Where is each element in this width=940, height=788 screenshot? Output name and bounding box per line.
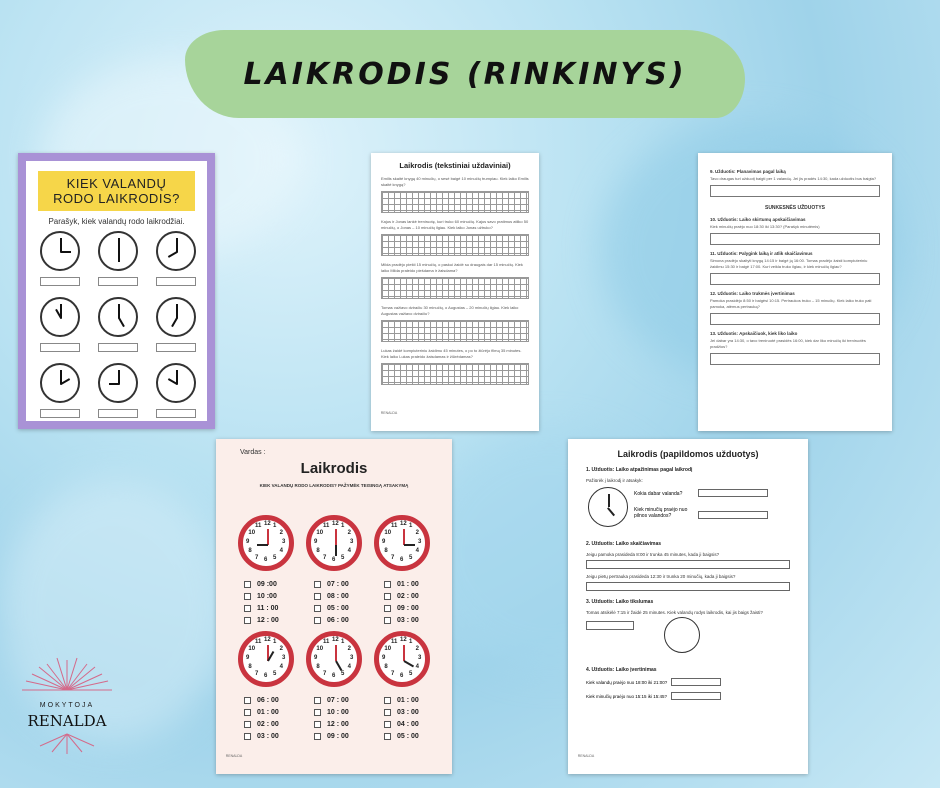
answer-option[interactable] (244, 709, 279, 716)
task-text: Simona pradėjo skaityti knygą 14:15 ir baigė ją 16:00. Tomas pradėjo žaisti kompiuteriniu žaidimu 15:30 ir baigė 17:00. Kuri veikla truko ilgiau, ir kiek minučių ilgiau? (710, 258, 868, 269)
answer-option[interactable] (244, 733, 279, 740)
brand-subtitle: MOKYTOJA (39, 702, 95, 709)
worksheet-text-problems (371, 153, 539, 431)
clock-icon (40, 363, 80, 403)
task-text: Pažiūrėk į laikrodį ir atsakyk: (586, 478, 643, 483)
checkbox[interactable] (384, 733, 391, 740)
option-label: 03 : 00 (257, 733, 279, 740)
answer-option[interactable] (244, 617, 279, 624)
small-logo-icon: RENALDA (380, 411, 398, 415)
clock-icon (40, 297, 80, 337)
work-grid (381, 191, 529, 213)
task-text: Jeigu pietų pertrauka prasideda 12:30 ir trunka 20 minučių, kada ji baigsis? (586, 574, 736, 579)
checkbox[interactable] (244, 581, 251, 588)
work-grid (381, 277, 529, 299)
clock-icon: 12 1 2 3 4 5 6 7 8 9 10 11 (306, 631, 362, 687)
answer-box (156, 409, 196, 418)
title-line: KIEK VALANDŲ (66, 176, 167, 191)
answer-box (98, 343, 138, 352)
task-title: 9. Užduotis: Planavimas pagal laiką (710, 169, 786, 174)
option-label: 10 :00 (257, 593, 277, 600)
option-label: 05 : 00 (327, 605, 349, 612)
task-title: 4. Užduotis: Laiko įvertinimas (586, 667, 657, 673)
answer-box (98, 409, 138, 418)
work-grid (381, 320, 529, 342)
answer-option[interactable] (314, 697, 349, 704)
answer-box (156, 277, 196, 286)
clock-icon: 12 1 2 3 4 5 6 7 8 9 10 11 (238, 631, 294, 687)
answer-option[interactable] (244, 581, 277, 588)
small-logo-icon: RENALDA (577, 754, 595, 758)
checkbox[interactable] (314, 709, 321, 716)
answer-option[interactable] (384, 697, 419, 704)
problem-text: Lukas žaidė kompiuteriniu žaidimu 45 minutes, o po to žiūrėjo filmą 35 minutes. Kiek laiko Lukas praleido žaisdamas ir žiūrėdamas? (381, 348, 522, 359)
worksheet-title: Laikrodis (300, 460, 368, 477)
task-text: Kiek minučių praėjo nuo 15:15 iki 15:45? (586, 693, 668, 699)
worksheet-title (38, 171, 195, 211)
worksheet-subtitle: Parašyk, kiek valandų rodo laikrodžiai. (48, 217, 185, 226)
option-label: 09 : 00 (397, 605, 419, 612)
brand-logo (12, 650, 122, 760)
clock-icon (156, 297, 196, 337)
answer-box (156, 343, 196, 352)
answer-option[interactable] (384, 605, 419, 612)
option-label: 04 : 00 (397, 721, 419, 728)
task-text: Kiek valandų praėjo nuo 18:00 iki 21:00? (586, 679, 668, 685)
checkbox[interactable] (244, 733, 251, 740)
option-label: 02 : 00 (257, 721, 279, 728)
option-label: 12 : 00 (257, 617, 279, 624)
answer-option[interactable] (244, 605, 278, 612)
answer-box (710, 185, 880, 197)
task-text: Jeigu pamoka prasideda 8:00 ir trunka 45 minutes, kada ji baigsis? (586, 552, 720, 557)
answer-box (40, 343, 80, 352)
worksheet-clock-reading (18, 153, 215, 429)
title-line: RODO LAIKRODIS? (53, 191, 180, 206)
checkbox[interactable] (314, 697, 321, 704)
checkbox[interactable] (384, 617, 391, 624)
answer-option[interactable] (314, 605, 349, 612)
checkbox[interactable] (314, 733, 321, 740)
problem-text: Tomas važiavo dviračiu 30 minučių, o Augustas – 20 minučių ilgiau. Kiek laiko Augustas važiavo dviračiu? (381, 305, 519, 316)
problem-text: Emilis skaitė knygą 40 minučių, o sesė baigė 10 minučių trumpiau. Kiek laiko Emilis skaitė knygą? (381, 176, 529, 187)
answer-box (698, 511, 768, 519)
answer-option[interactable] (314, 733, 349, 740)
answer-option[interactable] (384, 617, 419, 624)
task-title: 11. Užduotis: Palygink laiką ir atlik skaičiavimus (710, 251, 813, 256)
answer-box (586, 582, 790, 591)
answer-option[interactable] (314, 617, 349, 624)
task-text: Kiek minučių praėjo nuo 18:30 iki 13:30? (Parašyk minutėmis) (710, 224, 820, 229)
option-label: 06 : 00 (257, 697, 279, 704)
answer-option[interactable] (314, 709, 349, 716)
worksheet-harder-tasks (698, 153, 892, 431)
answer-option[interactable] (314, 593, 349, 600)
checkbox[interactable] (244, 605, 251, 612)
checkbox[interactable] (244, 721, 251, 728)
small-logo-icon: RENALDA (225, 754, 243, 758)
question-text: Kokia dabar valanda? (634, 491, 683, 497)
task-title: 12. Užduotis: Laiko trukmės įvertinimas (710, 291, 795, 296)
worksheet-title: Laikrodis (papildomos užduotys) (617, 449, 759, 459)
answer-option[interactable] (384, 581, 419, 588)
option-label: 11 : 00 (257, 605, 279, 612)
answer-box (671, 678, 721, 686)
worksheet-subtitle: KIEK VALANDŲ RODO LAIKRODIS? PAŽYMĖK TEISINGĄ ATSAKYMĄ (259, 483, 409, 488)
worksheet-multiple-choice (216, 439, 452, 774)
checkbox[interactable] (384, 709, 391, 716)
checkbox[interactable] (244, 617, 251, 624)
option-label: 10 : 00 (327, 709, 349, 716)
option-label: 03 : 00 (397, 709, 419, 716)
worksheet-extra-tasks (568, 439, 808, 774)
option-label: 01 : 00 (397, 697, 419, 704)
answer-option[interactable] (314, 581, 349, 588)
answer-box (710, 353, 880, 365)
checkbox[interactable] (244, 593, 251, 600)
checkbox[interactable] (244, 697, 251, 704)
problem-text: Kajus ir Jonas lankė treniruotę, kuri truko 60 minučių. Kajus savo pratimus atliko 50 minučių, o Jonas – 10 minučių ilgiau. Kiek laiko Jonas užtruko? (381, 219, 529, 230)
answer-option[interactable] (384, 709, 419, 716)
checkbox[interactable] (244, 709, 251, 716)
task-text: Jei dabar yra 14:30, o tavo treniruotė prasidės 16:00, kiek dar liko minučių iki treniruotės pradžios? (710, 338, 866, 349)
answer-box (671, 692, 721, 700)
checkbox[interactable] (384, 581, 391, 588)
answer-box (586, 621, 634, 630)
clock-icon (98, 231, 138, 271)
task-text: Tomas atsikėlė 7:15 ir žaidė 25 minutes. Kiek valandų rodys laikrodis, kai jis baigs žaisti? (586, 610, 763, 615)
clock-icon: 12 1 2 3 4 5 6 7 8 9 10 11 (374, 631, 430, 687)
answer-option[interactable] (244, 593, 277, 600)
answer-box (698, 489, 768, 497)
task-title: 13. Užduotis: Apskaičiuok, kiek liko laiko (710, 331, 798, 336)
task4-row (586, 692, 790, 700)
page-title: LAIKRODIS (RINKINYS) (243, 56, 687, 92)
option-label: 02 : 00 (397, 593, 419, 600)
problem-list (381, 176, 529, 385)
clock-icon (156, 363, 196, 403)
task4-row (586, 678, 790, 686)
answer-box (40, 277, 80, 286)
task-title: 3. Užduotis: Laiko tikslumas (586, 599, 654, 605)
clock-icon: 12 1 2 3 4 5 6 7 8 9 10 11 (238, 515, 294, 571)
answer-box (98, 277, 138, 286)
clock-icon (98, 297, 138, 337)
answer-option[interactable] (244, 721, 279, 728)
clock-icon (588, 487, 628, 527)
task-text: Tavo draugas turi užduotį baigti per 1 valandą. Jei jis pradės 14:30, kada užduotis bus baigta? (710, 176, 877, 181)
checkbox[interactable] (384, 721, 391, 728)
clock-icon (156, 231, 196, 271)
option-label: 07 : 00 (327, 581, 349, 588)
work-grid (381, 363, 529, 385)
checkbox[interactable] (384, 593, 391, 600)
answer-option[interactable] (314, 721, 349, 728)
question-text: Kiek minučių praėjo nuo pilnos valandos? (634, 507, 688, 519)
option-label: 03 : 00 (397, 617, 419, 624)
checkbox[interactable] (314, 593, 321, 600)
answer-box (710, 233, 880, 245)
task3-row (586, 615, 790, 659)
option-label: 12 : 00 (327, 721, 349, 728)
clock-icon (98, 363, 138, 403)
section-title: SUNKESNĖS UŽDUOTYS (764, 205, 825, 211)
answer-option[interactable] (384, 733, 419, 740)
clock-icon (664, 617, 700, 653)
option-label: 01 : 00 (397, 581, 419, 588)
work-grid (381, 234, 529, 256)
answer-box (710, 273, 880, 285)
answer-option[interactable] (384, 593, 419, 600)
checkbox[interactable] (384, 697, 391, 704)
option-label: 06 : 00 (327, 617, 349, 624)
option-label: 09 :00 (257, 581, 277, 588)
title-banner (185, 30, 745, 118)
option-label: 07 : 00 (327, 697, 349, 704)
option-label: 01 : 00 (257, 709, 279, 716)
task-text: Pamoka prasidėjo 8:50 ir baigėsi 10:15. Pertraukos truko – 15 minučių. Kiek laiko truko pati pamoka, atėmus pertrauką? (710, 298, 872, 309)
clock-icon: 12 1 2 3 4 5 6 7 8 9 10 11 (374, 515, 430, 571)
answer-box (586, 560, 790, 569)
option-label: 08 : 00 (327, 593, 349, 600)
answer-box (40, 409, 80, 418)
answer-option[interactable] (244, 697, 279, 704)
problem-text: Milda pradėjo piešti 15 minučių, o paskui žaidė su draugais dar 15 minučių. Kiek laiko Milda praleido piešdama ir žaisdama? (381, 262, 523, 273)
task-title: 10. Užduotis: Laiko skirtumų apskaičiavimas (710, 217, 806, 222)
option-label: 09 : 00 (327, 733, 349, 740)
option-label: 05 : 00 (397, 733, 419, 740)
answer-option[interactable] (384, 721, 419, 728)
checkbox[interactable] (314, 617, 321, 624)
checkbox[interactable] (314, 581, 321, 588)
clock-icon: 12 1 2 3 4 5 6 7 8 9 10 11 (306, 515, 362, 571)
name-label: Vardas : (240, 449, 266, 456)
task-title: 1. Užduotis: Laiko atpažinimas pagal laikrodį (586, 467, 693, 473)
worksheet-title: Laikrodis (tekstiniai uždaviniai) (399, 161, 511, 170)
checkbox[interactable] (384, 605, 391, 612)
task1-row (586, 487, 790, 533)
task-title: 2. Užduotis: Laiko skaičiavimas (586, 541, 662, 547)
brand-name: RENALDA (27, 712, 107, 730)
checkbox[interactable] (314, 721, 321, 728)
checkbox[interactable] (314, 605, 321, 612)
clock-icon (40, 231, 80, 271)
answer-box (710, 313, 880, 325)
